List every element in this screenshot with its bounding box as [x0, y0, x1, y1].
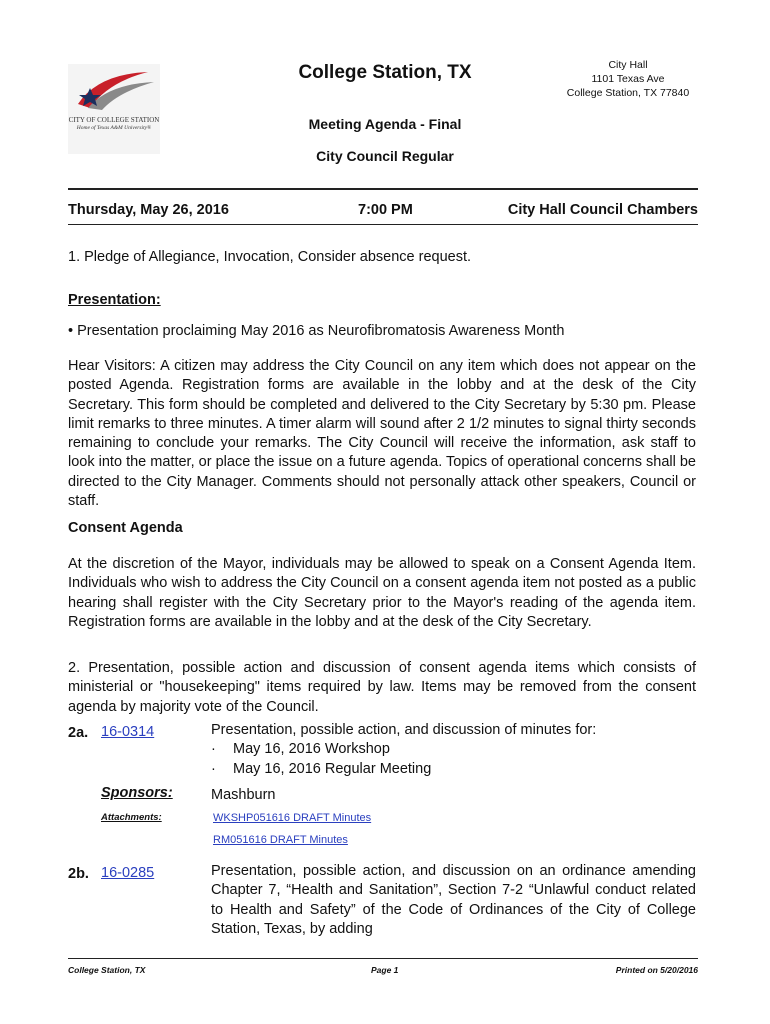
item-2a-bullet: [211, 741, 390, 757]
meeting-time: 7:00 PM: [358, 202, 413, 218]
meeting-location: City Hall Council Chambers: [507, 202, 698, 218]
page-title: College Station, TX: [298, 62, 472, 83]
logo-line1: CITY OF COLLEGE STATION: [68, 116, 160, 124]
footer-divider: [68, 958, 698, 959]
consent-intro: At the discretion of the Mayor, individuals may be allowed to speak on a Consent Agenda Item. Individuals who wish to address the City Council on a consent agenda item not posted as a public hearing shall register with the City Secretary prior to the Mayor's reading of the agenda item. Registration forms are available in the lobby and at the desk of the City Secretary.: [68, 556, 696, 630]
item-2a-text: Presentation, possible action, and discussion of minutes for:: [211, 722, 597, 738]
bullet-icon: ·: [211, 761, 216, 777]
meeting-date: Thursday, May 26, 2016: [68, 202, 229, 218]
sponsors-label: Sponsors:: [101, 785, 173, 801]
item-2b-file-link[interactable]: 16-0285: [101, 865, 155, 881]
city-logo-swoosh-icon: [68, 64, 160, 116]
consent-heading: Consent Agenda: [68, 520, 183, 536]
item-2a-bullet: [211, 761, 431, 777]
agenda-item-1: 1. Pledge of Allegiance, Invocation, Consider absence request.: [68, 249, 472, 265]
footer-city: College Station, TX: [68, 965, 146, 975]
attachment-link[interactable]: WKSHP051616 DRAFT Minutes: [213, 812, 372, 824]
item-number: 2a.: [68, 725, 89, 741]
bullet-icon: ·: [211, 741, 216, 757]
meeting-body: City Council Regular: [316, 148, 454, 164]
item-2a-file-link[interactable]: 16-0314: [101, 724, 155, 740]
address-block: [560, 58, 696, 100]
attachments-label: Attachments:: [101, 812, 162, 823]
item-2b-number: [68, 865, 89, 883]
bullet-text: May 16, 2016 Workshop: [233, 741, 390, 757]
city-logo: [68, 64, 160, 154]
sponsor-name: Mashburn: [211, 787, 276, 803]
item-2b-text: Presentation, possible action, and discussion on an ordinance amending Chapter 7, “Health and Sanitation”, Section 7-2 “Unlawful conduct related to Health and Safety” of the Code of Ordinances of the City of College Station, Texas, by adding: [211, 863, 696, 937]
address-line: City Hall: [608, 59, 648, 71]
address-line: 1101 Texas Ave: [591, 73, 665, 85]
print-date: Printed on 5/20/2016: [615, 965, 698, 975]
consent-item-2: 2. Presentation, possible action and discussion of consent agenda items which consists of ministerial or "housekeeping" items required by law. Items may be removed from the consent agenda by majority vote of the Council.: [68, 660, 696, 715]
presentation-bullet: • Presentation proclaiming May 2016 as Neurofibromatosis Awareness Month: [68, 323, 565, 339]
item-number: 2b.: [68, 866, 89, 882]
agenda-type: Meeting Agenda - Final: [308, 116, 462, 132]
bullet-text: May 16, 2016 Regular Meeting: [233, 761, 432, 777]
hear-visitors-paragraph: Hear Visitors: A citizen may address the City Council on any item which does not appear on the posted Agenda. Registration forms are available in the lobby and at the desk of the City Secretary. This form should be completed and delivered to the City Secretary by 5:30 pm. Please limit remarks to three minutes. A timer alarm will sound after 2 1/2 minutes to signal thirty seconds remaining to conclude your remarks. The City Council will receive the information, ask staff to look into the matter, or place the issue on a future agenda. Topics of operational concerns shall be directed to the City Manager. Comments should not personally attack other speakers, Council or staff.: [68, 358, 696, 510]
presentation-heading: Presentation:: [68, 292, 161, 308]
divider: [68, 188, 698, 190]
divider: [68, 224, 698, 225]
page-number: Page 1: [371, 965, 399, 975]
address-line: College Station, TX 77840: [566, 87, 690, 99]
logo-caption: [68, 116, 160, 132]
logo-line2: Home of Texas A&M University®: [76, 125, 152, 131]
attachment-link[interactable]: RM051616 DRAFT Minutes: [213, 834, 348, 846]
item-2a-number: [68, 724, 88, 742]
